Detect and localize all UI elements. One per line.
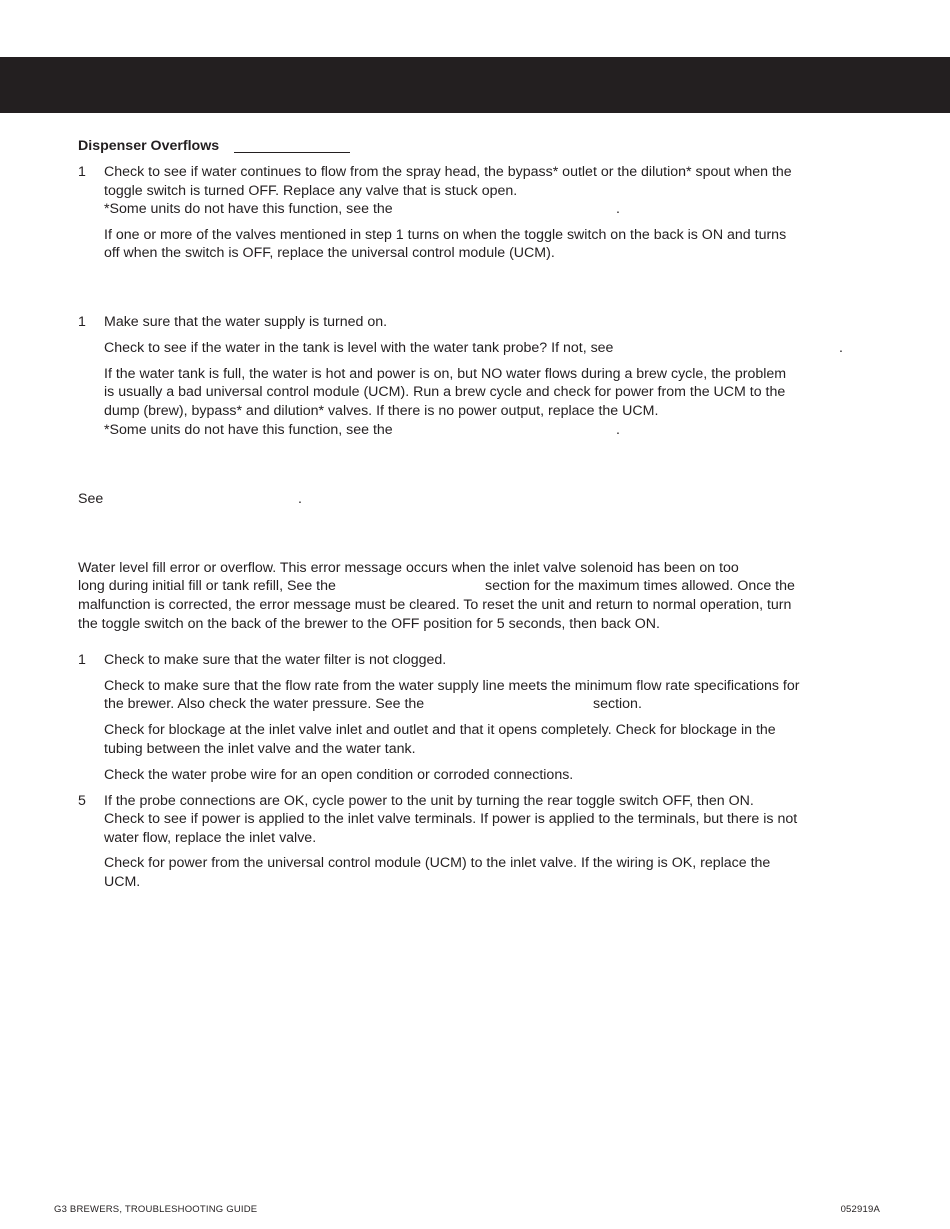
step-number: 1 — [78, 314, 86, 330]
step-text: Check to see if power is applied to the inlet valve terminals. If power is applied to the terminals, but there is not — [104, 811, 798, 827]
see-reference: See — [78, 491, 104, 507]
paragraph-text: the toggle switch on the back of the brewer to the OFF position for 5 seconds, then back ON. — [78, 616, 660, 632]
section-heading-dispenser-overflows: Dispenser Overflows — [78, 138, 220, 154]
step-text: Check to see if water continues to flow from the spray head, the bypass* outlet or the dilution* spout when the — [104, 164, 792, 180]
step-text: water flow, replace the inlet valve. — [104, 830, 317, 846]
step-text: the brewer. Also check the water pressure. See the — [104, 696, 425, 712]
step-text: off when the switch is OFF, replace the universal control module (UCM). — [104, 245, 555, 261]
step-text: If one or more of the valves mentioned in step 1 turns on when the toggle switch on the back is ON and turns — [104, 227, 787, 243]
step-note: *Some units do not have this function, see the — [104, 201, 393, 217]
step-text: If the probe connections are OK, cycle power to the unit by turning the rear toggle switch OFF, then ON. — [104, 793, 754, 809]
step-number: 5 — [78, 793, 86, 809]
step-text: Make sure that the water supply is turned on. — [104, 314, 388, 330]
step-note-end: . — [616, 422, 620, 438]
footer-doc-code: 052919A — [840, 1204, 880, 1215]
footer-title: G3 BREWERS, TROUBLESHOOTING GUIDE — [54, 1204, 258, 1215]
paragraph-text: long during initial fill or tank refill, See the — [78, 578, 336, 594]
step-text: Check to make sure that the water filter is not clogged. — [104, 652, 447, 668]
step-text: tubing between the inlet valve and the water tank. — [104, 741, 416, 757]
step-text: dump (brew), bypass* and dilution* valves. If there is no power output, replace the UCM. — [104, 403, 659, 419]
step-text: Check for blockage at the inlet valve inlet and outlet and that it opens completely. Check for blockage in the — [104, 722, 776, 738]
step-number: 1 — [78, 652, 86, 668]
paragraph-text: section for the maximum times allowed. Once the — [485, 578, 795, 594]
step-text: UCM. — [104, 874, 141, 890]
step-text: If the water tank is full, the water is hot and power is on, but NO water flows during a brew cycle, the problem — [104, 366, 787, 382]
step-text: Check to see if the water in the tank is level with the water tank probe? If not, see — [104, 340, 614, 356]
step-note: *Some units do not have this function, see the — [104, 422, 393, 438]
see-reference-end: . — [298, 491, 302, 507]
step-text-end: . — [839, 340, 843, 356]
paragraph-text: Water level fill error or overflow. This error message occurs when the inlet valve solenoid has been on too — [78, 560, 739, 576]
heading-underline — [234, 152, 350, 153]
step-text: toggle switch is turned OFF. Replace any valve that is stuck open. — [104, 183, 518, 199]
paragraph-text: malfunction is corrected, the error message must be cleared. To reset the unit and return to normal operation, turn — [78, 597, 792, 613]
step-text: section. — [593, 696, 642, 712]
step-number: 1 — [78, 164, 86, 180]
step-text: Check the water probe wire for an open condition or corroded connections. — [104, 767, 574, 783]
step-note-end: . — [616, 201, 620, 217]
header-bar — [0, 57, 950, 113]
step-text: Check for power from the universal control module (UCM) to the inlet valve. If the wiring is OK, replace the — [104, 855, 771, 871]
step-text: Check to make sure that the flow rate from the water supply line meets the minimum flow rate specifications for — [104, 678, 800, 694]
step-text: is usually a bad universal control module (UCM). Run a brew cycle and check for power from the UCM to the — [104, 384, 786, 400]
